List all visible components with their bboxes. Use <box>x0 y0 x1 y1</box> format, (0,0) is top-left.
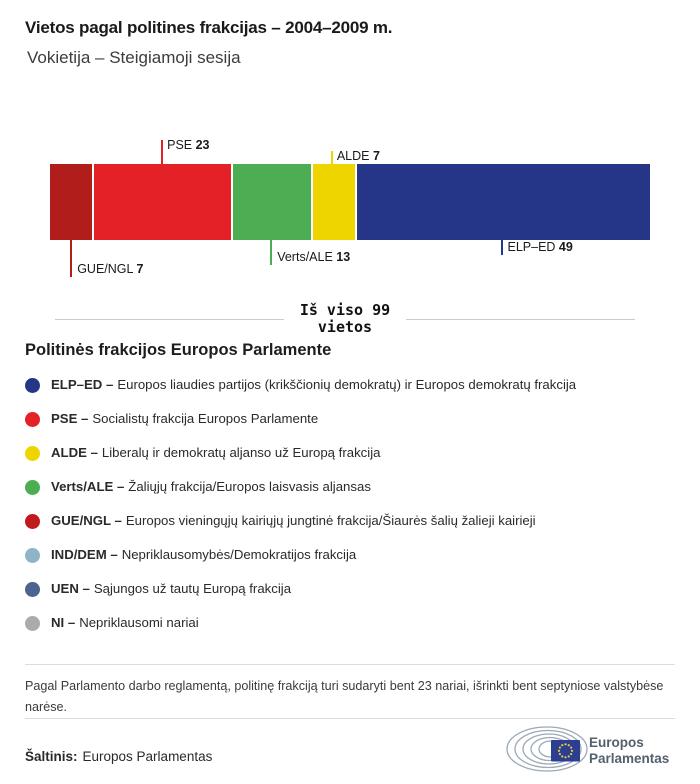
eu-star <box>570 753 572 755</box>
callout-line-ALDE <box>331 151 333 164</box>
legend-description: Žaliųjų frakcija/Europos laisvasis aljansas <box>128 479 371 494</box>
bar-segment-Verts-ALE <box>233 164 311 240</box>
legend <box>25 368 685 640</box>
legend-dot-ind-dem <box>25 548 40 563</box>
callout-label-PSE <box>167 138 209 152</box>
eu-star <box>564 743 566 745</box>
legend-row <box>25 470 685 504</box>
legend-name: NI – <box>51 615 76 630</box>
bar-segment-PSE <box>94 164 232 240</box>
legend-name: PSE – <box>51 411 89 426</box>
divider-footnote-top <box>25 664 675 665</box>
source-line <box>25 749 212 764</box>
divider-rule-right <box>406 319 635 320</box>
callout-faction-name: PSE <box>167 138 196 152</box>
legend-description: Liberalų ir demokratų aljanso už Europą frakcija <box>101 445 381 460</box>
legend-row <box>25 538 685 572</box>
legend-row <box>25 572 685 606</box>
source-label: Šaltinis: <box>25 749 78 764</box>
callout-line-GUE-NGL <box>70 240 72 277</box>
legend-dot-gue-ngl <box>25 514 40 529</box>
eu-star <box>570 746 572 748</box>
footnote: Pagal Parlamento darbo reglamentą, politinę frakciją turi sudaryti bent 23 nariai, išrinkti bent septyniose valstybėse narėse. <box>25 679 664 714</box>
legend-name: Verts/ALE – <box>51 479 125 494</box>
eu-star <box>568 744 570 746</box>
eu-star <box>561 755 563 757</box>
source-value: Europos Parlamentas <box>82 749 213 764</box>
callout-line-Verts-ALE <box>270 240 272 265</box>
callout-faction-name: Verts/ALE <box>277 250 337 264</box>
logo-text-line2: Parlamentas <box>589 751 670 766</box>
callout-label-Verts-ALE <box>277 250 350 264</box>
eu-star <box>568 755 570 757</box>
eu-star <box>564 756 566 758</box>
legend-description: Nepriklausomi nariai <box>79 615 199 630</box>
legend-description: Europos liaudies partijos (krikščionių demokratų) ir Europos demokratų frakcija <box>117 377 577 392</box>
legend-dot-pse <box>25 412 40 427</box>
callout-seat-count: 7 <box>372 149 380 163</box>
legend-dot-alde <box>25 446 40 461</box>
callout-line-PSE <box>161 140 163 164</box>
bar-segment-ALDE <box>313 164 355 240</box>
callout-seat-count: 7 <box>136 262 144 276</box>
legend-description: Europos vieningųjų kairiųjų jungtinė frakcija/Šiaurės šalių žalieji kairieji <box>125 513 536 528</box>
european-parliament-logo <box>505 724 685 776</box>
callout-label-ALDE <box>337 149 380 163</box>
seat-bar <box>50 164 650 240</box>
legend-description: Sąjungos už tautų Europą frakcija <box>93 581 292 596</box>
legend-row <box>25 436 685 470</box>
eu-star <box>561 744 563 746</box>
divider-footnote-bottom <box>25 718 675 719</box>
divider-rule-left <box>55 319 284 320</box>
chart-area <box>0 0 700 290</box>
legend-dot-verts-ale <box>25 480 40 495</box>
total-seats-line2: vietos <box>317 318 373 336</box>
legend-description: Socialistų frakcija Europos Parlamente <box>92 411 319 426</box>
legend-row <box>25 504 685 538</box>
legend-dot-uen <box>25 582 40 597</box>
callout-seat-count: 13 <box>336 250 351 264</box>
callout-seat-count: 23 <box>195 138 210 152</box>
eu-star <box>571 750 573 752</box>
legend-heading: Politinės frakcijos Europos Parlamente <box>25 341 332 359</box>
legend-name: UEN – <box>51 581 90 596</box>
legend-name: GUE/NGL – <box>51 513 122 528</box>
legend-row <box>25 402 685 436</box>
callout-faction-name: ELP–ED <box>507 240 559 254</box>
callout-faction-name: GUE/NGL <box>77 262 137 276</box>
legend-row <box>25 368 685 402</box>
bar-segment-ELP-ED <box>357 164 650 240</box>
legend-name: ELP–ED – <box>51 377 114 392</box>
page-title: Vietos pagal politines frakcijas – 2004–2009 m. <box>25 18 393 37</box>
legend-description: Nepriklausomybės/Demokratijos frakcija <box>121 547 357 562</box>
callout-line-ELP-ED <box>501 240 503 255</box>
ep-hemicycle-icon <box>505 724 685 776</box>
page-subtitle: Vokietija – Steigiamoji sesija <box>27 48 241 67</box>
total-seats-label <box>300 302 390 336</box>
bar-segment-GUE-NGL <box>50 164 92 240</box>
total-seats-divider <box>55 299 635 339</box>
eu-star <box>559 753 561 755</box>
legend-dot-ni <box>25 616 40 631</box>
legend-row <box>25 606 685 640</box>
total-seats-line1: Iš viso 99 <box>299 301 391 319</box>
callout-label-ELP-ED <box>508 240 573 254</box>
legend-name: IND/DEM – <box>51 547 118 562</box>
eu-star <box>559 746 561 748</box>
callout-label-GUE-NGL <box>77 262 143 276</box>
logo-text-line1: Europos <box>589 735 644 750</box>
eu-star <box>558 750 560 752</box>
legend-dot-elp-ed <box>25 378 40 393</box>
callout-faction-name: ALDE <box>336 149 373 163</box>
callout-seat-count: 49 <box>558 240 573 254</box>
legend-name: ALDE – <box>51 445 98 460</box>
